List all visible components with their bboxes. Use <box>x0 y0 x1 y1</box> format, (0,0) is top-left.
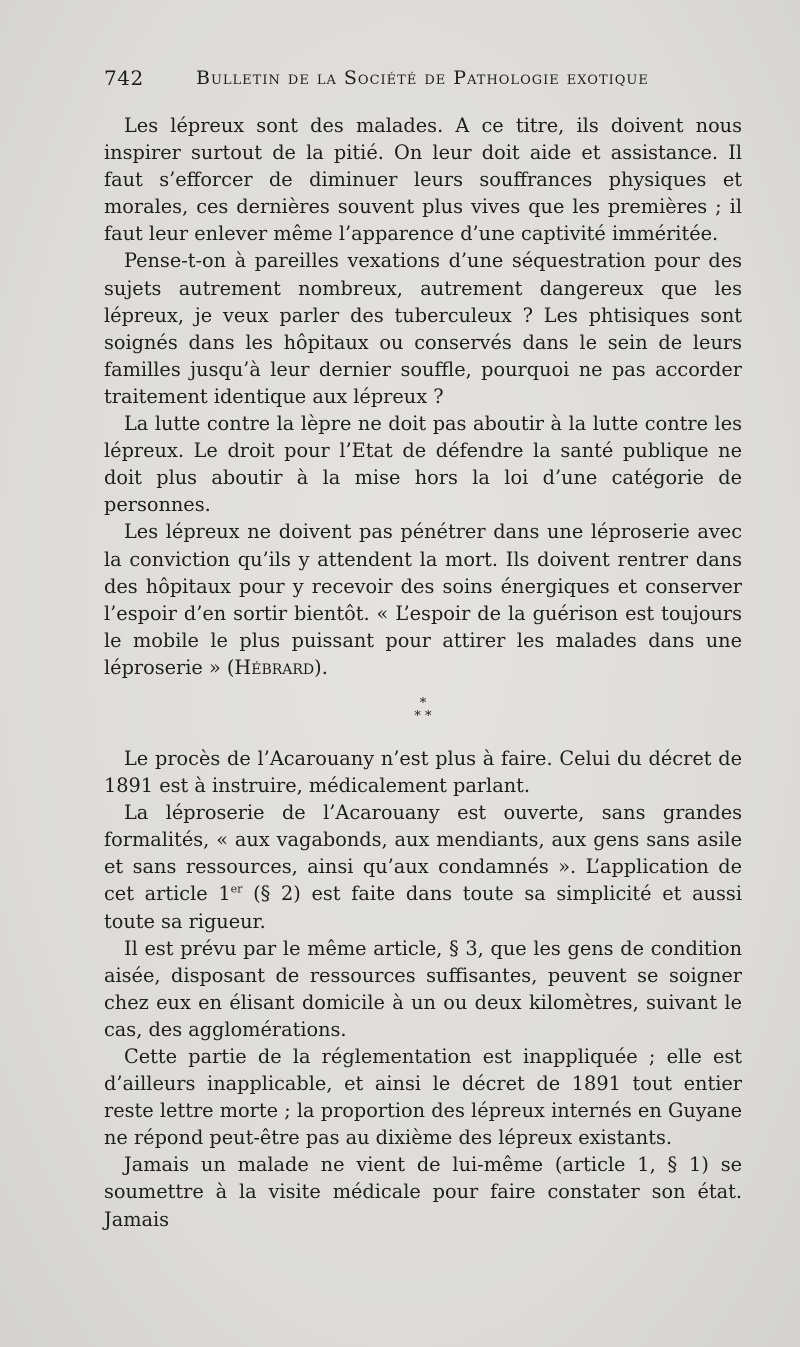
author-name: Hébrard <box>234 655 315 679</box>
asterism-top: * <box>419 695 427 711</box>
paragraph <box>104 799 742 934</box>
page-number: 742 <box>104 66 144 90</box>
asterism-bottom: * * <box>414 708 432 724</box>
paragraph: Jamais un malade ne vient de lui-même (article 1, § 1) se soumettre à la visite médicale pour faire constater son état. Jamais <box>104 1153 742 1231</box>
paragraph: Il est prévu par le même article, § 3, que les gens de condition aisée, disposant de ressources suffisantes, peuvent se soigner chez eux en élisant domicile à un ou deux kilomètres, suivant le cas, des agglomérations. <box>104 936 742 1041</box>
paragraph-text: La léproserie de l’Acarouany est ouverte, sans grandes formalités, « aux vagabonds, aux mendiants, aux gens sans asile et sans ressources, ainsi qu’aux condamnés ». L’application de cet article 1 <box>104 801 742 906</box>
section-separator <box>104 697 742 723</box>
paragraph: Les lépreux sont des malades. A ce titre, ils doivent nous inspirer surtout de la pitié. On leur doit aide et assistance. Il faut s’efforcer de diminuer leurs souffrances physiques et morales, ces dernières souvent plus vives que les premières ; il faut leur enlever même l’apparence d’une captivité imméritée. <box>104 114 742 246</box>
page-header <box>104 66 744 96</box>
paragraph: Pense-t-on à pareilles vexations d’une séquestration pour des sujets autrement nombreux, autrement dangereux que les lépreux, je veux parler des tuberculeux ? Les phtisiques sont soignés dans les hôpitaux ou conservés dans le sein de leurs familles jusqu’à leur dernier souffle, pourquoi ne pas accorder traitement identique aux lépreux ? <box>104 249 742 408</box>
paragraph <box>104 518 742 681</box>
paragraph: Le procès de l’Acarouany n’est plus à faire. Celui du décret de 1891 est à instruire, médicalement parlant. <box>104 746 742 798</box>
paragraph: La lutte contre la lèpre ne doit pas aboutir à la lutte contre les lépreux. Le droit pour l’Etat de défendre la santé publique ne doit plus aboutir à la mise hors la loi d’une catégorie de personnes. <box>104 412 742 517</box>
paragraph-text-end: (§ 2) est faite dans toute sa simplicité et aussi toute sa rigueur. <box>104 882 742 933</box>
paragraph-text: Les lépreux ne doivent pas pénétrer dans une léproserie avec la conviction qu’ils y attendent la mort. Ils doivent rentrer dans des hôpitaux pour y recevoir des soins énergiques et conserver l’espoir d’en sortir bientôt. « L’espoir de la guérison est toujours le mobile le plus puissant pour attirer les malades dans une léproserie » ( <box>104 520 742 679</box>
paragraph: Cette partie de la réglementation est inappliquée ; elle est d’ailleurs inapplicable, et ainsi le décret de 1891 tout entier reste lettre morte ; la proportion des lépreux internés en Guyane ne répond peut-être pas au dixième des lépreux existants. <box>104 1045 742 1150</box>
paragraph-text-end: ). <box>314 655 328 679</box>
superscript: er <box>230 883 243 897</box>
running-head: Bulletin de la Société de Pathologie exotique <box>196 67 649 89</box>
body-text <box>104 112 742 1233</box>
